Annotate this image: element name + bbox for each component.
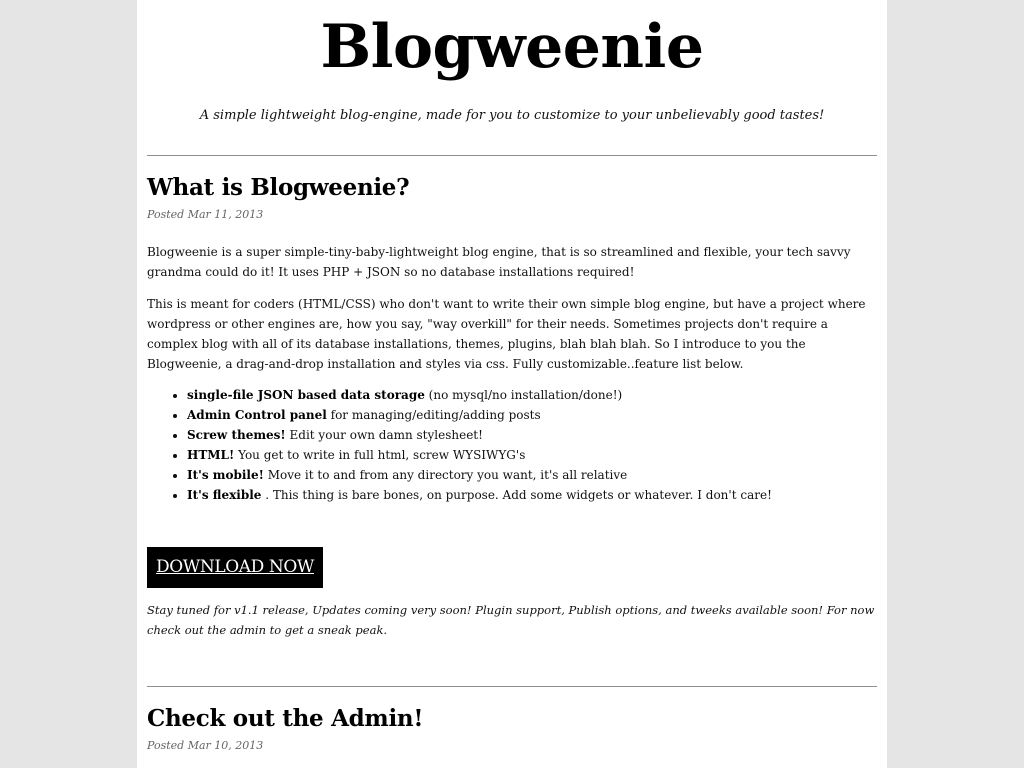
post-paragraph: Blogweenie is a super simple-tiny-baby-lightweight blog engine, that is so streamlined and flexible, your tech savvy grandma could do it! It uses PHP + JSON so no database installations required! — [147, 245, 851, 279]
post-title[interactable]: Check out the Admin! — [147, 705, 424, 732]
download-now-button[interactable]: DOWNLOAD NOW — [147, 547, 323, 588]
feature-list-item — [187, 465, 887, 485]
feature-name: Screw themes! — [187, 428, 286, 442]
site-tagline: A simple lightweight blog-engine, made for you to customize to your unbelievably good tastes! — [199, 108, 825, 123]
feature-name: Admin Control panel — [187, 408, 327, 422]
feature-description: . This thing is bare bones, on purpose. Add some widgets or whatever. I don't care! — [261, 488, 772, 502]
page-container — [137, 0, 887, 768]
feature-list-item — [187, 425, 887, 445]
feature-description: You get to write in full html, screw WYSIWYG's — [234, 448, 526, 462]
post-divider — [147, 686, 877, 687]
header-divider — [147, 155, 877, 156]
feature-list-item — [187, 385, 887, 405]
post-title[interactable]: What is Blogweenie? — [147, 174, 410, 201]
feature-description: for managing/editing/adding posts — [326, 408, 541, 422]
post-paragraph: This is meant for coders (HTML/CSS) who don't want to write their own simple blog engine, but have a project where wordpress or other engines are, how you say, "way overkill" for their needs. Sometimes projects don't require a complex blog with all of its database installations, themes, plugins, blah blah blah. So I introduce to you the Blogweenie, a drag-and-drop installation and styles via css. Fully customizable..feature list below. — [147, 297, 866, 371]
feature-list-item — [187, 485, 887, 505]
feature-name: It's flexible — [187, 488, 262, 502]
feature-list-item — [187, 445, 887, 465]
feature-description: Edit your own damn stylesheet! — [285, 428, 483, 442]
feature-name: HTML! — [187, 448, 235, 462]
post-update-note: Stay tuned for v1.1 release, Updates coming very soon! Plugin support, Publish options, and tweeks available soon! For now check out the admin to get a sneak peak. — [147, 603, 875, 637]
feature-list-item — [187, 405, 887, 425]
feature-name: single-file JSON based data storage — [187, 388, 425, 402]
feature-name: It's mobile! — [187, 468, 264, 482]
feature-description: (no mysql/no installation/done!) — [424, 388, 623, 402]
feature-list — [147, 385, 887, 505]
site-title[interactable]: Blogweenie — [320, 12, 704, 82]
feature-description: Move it to and from any directory you want, it's all relative — [263, 468, 628, 482]
post-date: Posted Mar 11, 2013 — [147, 208, 264, 221]
post-date: Posted Mar 10, 2013 — [147, 739, 264, 752]
